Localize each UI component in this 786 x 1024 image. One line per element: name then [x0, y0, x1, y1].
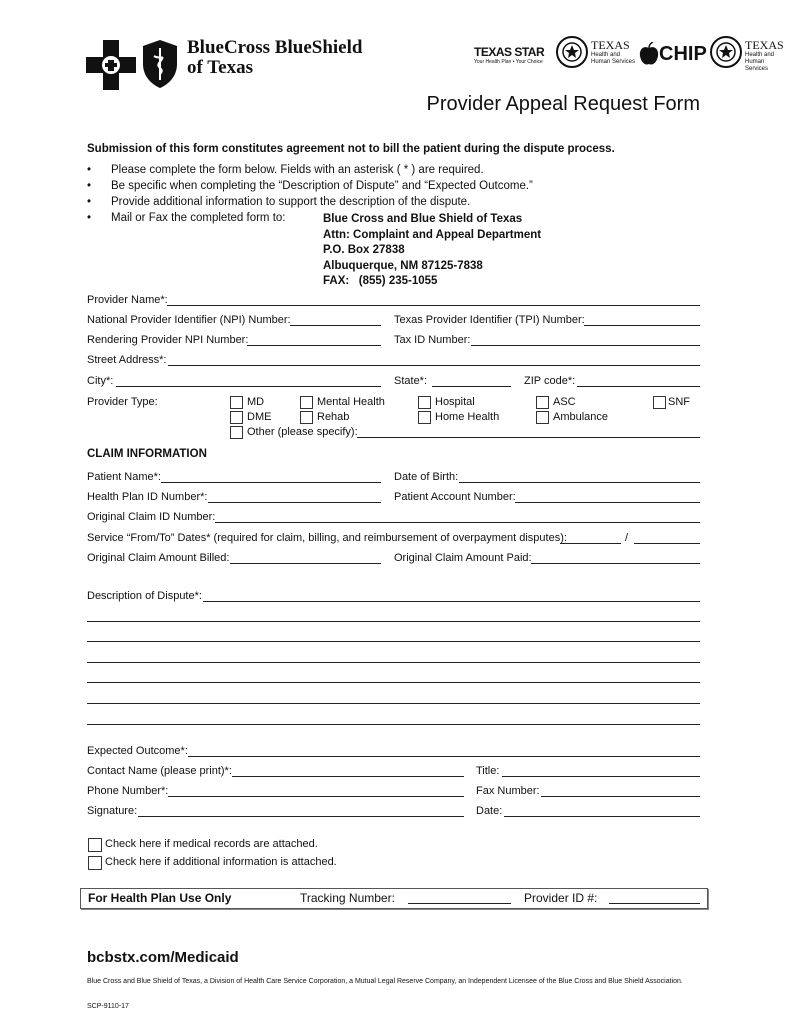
- mental-health-label: Mental Health: [317, 396, 385, 408]
- dispute-field-line[interactable]: [87, 621, 700, 622]
- city-label: City*:: [87, 375, 114, 387]
- provider-type-label: Provider Type:: [87, 396, 158, 408]
- npi-label: National Provider Identifier (NPI) Number:: [87, 314, 291, 326]
- dob-label: Date of Birth:: [394, 471, 459, 483]
- form-title: Provider Appeal Request Form: [426, 93, 700, 115]
- medical-records-label: Check here if medical records are attached.: [105, 838, 318, 850]
- other-checkbox[interactable]: [230, 426, 243, 439]
- provider-id-label: Provider ID #:: [524, 891, 598, 905]
- chip-logo: CHIP: [659, 43, 707, 65]
- footer-url[interactable]: bcbstx.com/Medicaid: [87, 949, 239, 966]
- apple-icon: [639, 42, 659, 66]
- fax-label: Fax Number:: [476, 785, 540, 797]
- dob-field[interactable]: [459, 482, 700, 483]
- home-health-checkbox[interactable]: [418, 411, 431, 424]
- list-item: • Please complete the form below. Fields with an asterisk ( * ) are required.: [87, 164, 484, 176]
- mailing-address: Blue Cross and Blue Shield of Texas Attn: Complaint and Appeal Department P.O. Box 27838 Albuquerque, NM 87125-7838 FAX: (855) 235-1055: [323, 213, 542, 287]
- brand-subname: of Texas: [187, 57, 253, 78]
- tpi-field[interactable]: [584, 325, 700, 326]
- state-label: State*:: [394, 375, 428, 387]
- md-label: MD: [247, 396, 265, 408]
- tax-id-field[interactable]: [471, 345, 700, 346]
- list-item: • Provide additional information to support the description of the dispute.: [87, 196, 471, 208]
- phone-field[interactable]: [168, 796, 464, 797]
- title-label: Title:: [476, 765, 500, 777]
- patient-name-field[interactable]: [161, 482, 381, 483]
- md-checkbox[interactable]: [230, 396, 243, 409]
- claim-heading: CLAIM INFORMATION: [87, 448, 207, 460]
- expected-field[interactable]: [188, 756, 700, 757]
- asc-label: ASC: [553, 396, 576, 408]
- rehab-checkbox[interactable]: [300, 411, 313, 424]
- contact-label: Contact Name (please print)*:: [87, 765, 232, 777]
- tax-id-label: Tax ID Number:: [394, 334, 471, 346]
- other-label: Other (please specify):: [247, 426, 358, 438]
- ambulance-checkbox[interactable]: [536, 411, 549, 424]
- mental-health-checkbox[interactable]: [300, 396, 313, 409]
- partner-logos: TEXAS STAR Your Health Plan • Your Choice TEXAS Health and Human Services CHIP TEXAS Health and Human Services: [474, 38, 784, 72]
- dme-label: DME: [247, 411, 272, 423]
- provider-id-field[interactable]: [609, 903, 700, 904]
- rendering-npi-field[interactable]: [247, 345, 381, 346]
- title-field[interactable]: [502, 776, 700, 777]
- plan-id-label: Health Plan ID Number*:: [87, 491, 208, 503]
- agreement-statement: Submission of this form constitutes agreement not to bill the patient during the dispute process.: [87, 143, 615, 155]
- additional-info-checkbox[interactable]: [88, 856, 102, 870]
- dispute-field-line[interactable]: [87, 724, 700, 725]
- dme-checkbox[interactable]: [230, 411, 243, 424]
- zip-label: ZIP code*:: [524, 375, 576, 387]
- tracking-label: Tracking Number:: [300, 891, 395, 905]
- tpi-label: Texas Provider Identifier (TPI) Number:: [394, 314, 585, 326]
- billed-field[interactable]: [230, 563, 381, 564]
- blue-shield-icon: [140, 38, 180, 90]
- dispute-label: Description of Dispute*:: [87, 590, 202, 602]
- phone-label: Phone Number*:: [87, 785, 169, 797]
- expected-label: Expected Outcome*:: [87, 745, 188, 757]
- snf-label: SNF: [668, 396, 690, 408]
- footer-legal: Blue Cross and Blue Shield of Texas, a Division of Health Care Service Corporation, a Mutual Legal Reserve Company, an Independent Licensee of the Blue Cross and Blue Shield Association.: [87, 978, 683, 985]
- rehab-label: Rehab: [317, 411, 350, 423]
- hospital-label: Hospital: [435, 396, 475, 408]
- dispute-field-line[interactable]: [87, 641, 700, 642]
- street-label: Street Address*:: [87, 354, 167, 366]
- snf-checkbox[interactable]: [653, 396, 666, 409]
- tracking-field[interactable]: [408, 903, 511, 904]
- provider-name-label: Provider Name*:: [87, 294, 168, 306]
- hospital-checkbox[interactable]: [418, 396, 431, 409]
- list-item: • Mail or Fax the completed form to:: [87, 212, 286, 224]
- state-field[interactable]: [432, 386, 511, 387]
- plan-id-field[interactable]: [208, 502, 381, 503]
- street-field[interactable]: [168, 365, 700, 366]
- other-field[interactable]: [357, 437, 700, 438]
- patient-name-label: Patient Name*:: [87, 471, 161, 483]
- npi-field[interactable]: [290, 325, 381, 326]
- zip-field[interactable]: [577, 386, 700, 387]
- blue-cross-icon: [86, 40, 136, 90]
- orig-claim-id-label: Original Claim ID Number:: [87, 511, 216, 523]
- rendering-npi-label: Rendering Provider NPI Number:: [87, 334, 249, 346]
- form-code: SCP-9110-17: [87, 1003, 129, 1010]
- additional-info-label: Check here if additional information is attached.: [105, 856, 337, 868]
- health-plan-use-box: [80, 888, 708, 909]
- dispute-field-line[interactable]: [87, 662, 700, 663]
- home-health-label: Home Health: [435, 411, 500, 423]
- date-separator: /: [625, 532, 629, 544]
- texas-seal-icon-2: [710, 36, 742, 68]
- paid-label: Original Claim Amount Paid:: [394, 552, 532, 564]
- texas-star-logo: TEXAS STAR Your Health Plan • Your Choice: [474, 45, 545, 65]
- dispute-field[interactable]: [203, 601, 700, 602]
- list-item: • Be specific when completing the “Description of Dispute” and “Expected Outcome.”: [87, 180, 533, 192]
- provider-name-field[interactable]: [167, 305, 700, 306]
- medical-records-checkbox[interactable]: [88, 838, 102, 852]
- billed-label: Original Claim Amount Billed:: [87, 552, 230, 564]
- texas-seal-icon: [556, 36, 588, 68]
- bcbs-logo: [86, 38, 386, 94]
- health-plan-use-label: For Health Plan Use Only: [88, 891, 232, 905]
- service-dates-label: Service “From/To” Dates* (required for claim, billing, and reimbursement of overpayment disputes):: [87, 532, 567, 544]
- fax-field[interactable]: [541, 796, 700, 797]
- brand-name: BlueCross BlueShield: [187, 37, 363, 58]
- contact-field[interactable]: [232, 776, 464, 777]
- service-to-field[interactable]: [634, 543, 700, 544]
- account-field[interactable]: [515, 502, 700, 503]
- service-from-field[interactable]: [560, 543, 621, 544]
- paid-field[interactable]: [531, 563, 700, 564]
- city-field[interactable]: [116, 386, 381, 387]
- date-label: Date:: [476, 805, 503, 817]
- ambulance-label: Ambulance: [553, 411, 609, 423]
- dispute-field-line[interactable]: [87, 682, 700, 683]
- account-label: Patient Account Number:: [394, 491, 516, 503]
- date-field[interactable]: [504, 816, 700, 817]
- orig-claim-id-field[interactable]: [215, 522, 700, 523]
- signature-field[interactable]: [138, 816, 464, 817]
- asc-checkbox[interactable]: [536, 396, 549, 409]
- dispute-field-line[interactable]: [87, 703, 700, 704]
- signature-label: Signature:: [87, 805, 138, 817]
